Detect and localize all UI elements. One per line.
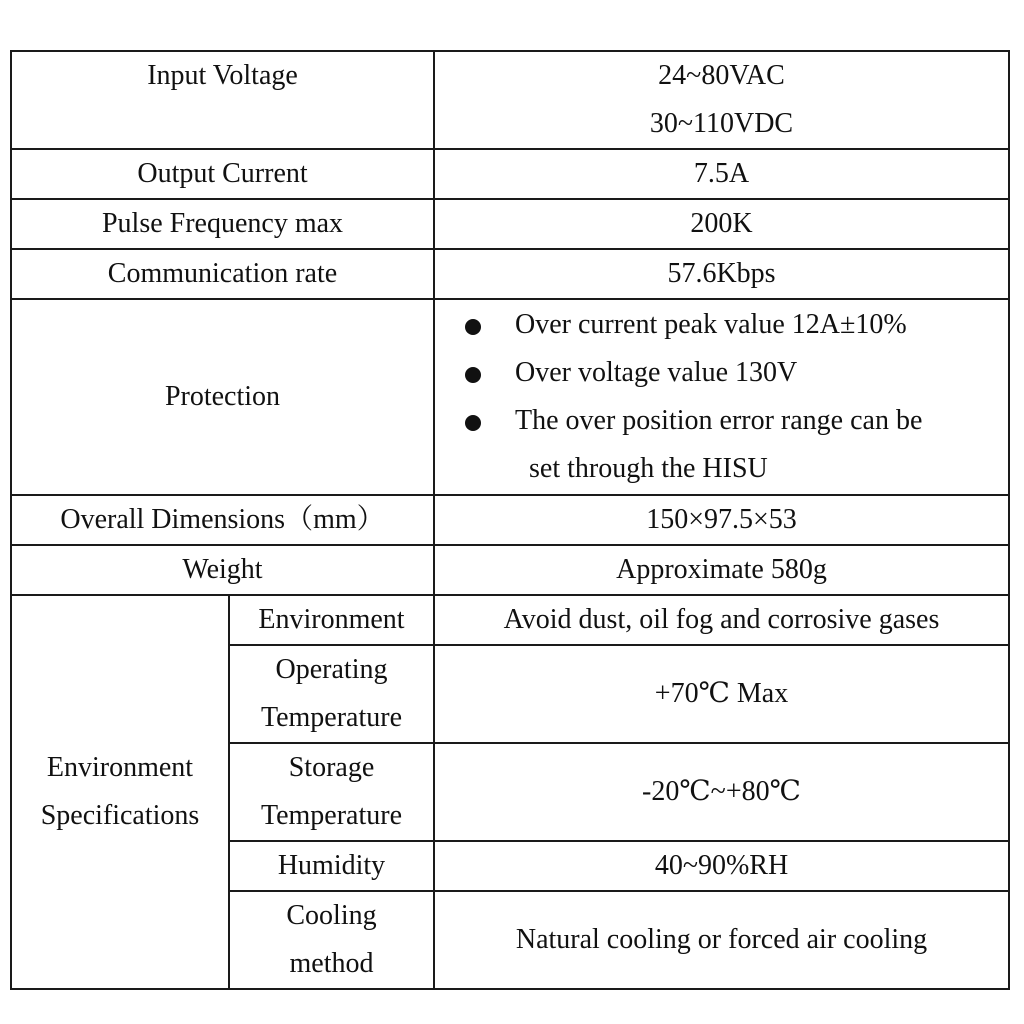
row-protection: [11, 299, 1009, 495]
protection-item: [465, 301, 1008, 349]
protection-item-text: Over voltage value 130V: [515, 357, 798, 388]
input-voltage-label-text: Input Voltage: [147, 60, 298, 91]
cooling-method-label: [229, 891, 434, 989]
protection-label: Protection: [11, 299, 434, 495]
protection-list: [435, 301, 1008, 493]
environment-specifications-label: [11, 595, 229, 989]
operating-temperature-line-2: Temperature: [260, 702, 403, 733]
pulse-frequency-value: 200K: [434, 199, 1009, 249]
row-input-voltage: [11, 51, 1009, 149]
environment-specifications-line-2: Specifications: [40, 800, 200, 831]
row-overall-dimensions: [11, 495, 1009, 545]
overall-dimensions-value: 150×97.5×53: [434, 495, 1009, 545]
protection-item: [465, 349, 1008, 397]
protection-value: [434, 299, 1009, 495]
operating-temperature-label: [229, 645, 434, 743]
pulse-frequency-label: Pulse Frequency max: [11, 199, 434, 249]
storage-temperature-line-1: Storage: [288, 752, 375, 783]
weight-value: Approximate 580g: [434, 545, 1009, 595]
communication-rate-value: 57.6Kbps: [434, 249, 1009, 299]
protection-item-text: The over position error range can be: [515, 405, 923, 436]
bullet-icon: [465, 319, 481, 335]
input-voltage-ac: 24~80VAC: [658, 60, 785, 91]
environment-value: Avoid dust, oil fog and corrosive gases: [434, 595, 1009, 645]
row-communication-rate: [11, 249, 1009, 299]
cooling-method-line-1: Cooling: [286, 900, 377, 931]
bullet-icon: [465, 367, 481, 383]
bullet-icon: [465, 415, 481, 431]
environment-label: Environment: [229, 595, 434, 645]
storage-temperature-line-2: Temperature: [260, 800, 403, 831]
input-voltage-dc: 30~110VDC: [649, 108, 794, 139]
storage-temperature-label: [229, 743, 434, 841]
row-output-current: [11, 149, 1009, 199]
overall-dimensions-label: Overall Dimensions（mm）: [11, 495, 434, 545]
operating-temperature-line-1: Operating: [275, 654, 388, 685]
output-current-label: Output Current: [11, 149, 434, 199]
output-current-value: 7.5A: [434, 149, 1009, 199]
environment-specifications-line-1: Environment: [46, 752, 194, 783]
operating-temperature-value: +70℃ Max: [434, 645, 1009, 743]
humidity-label: Humidity: [229, 841, 434, 891]
cooling-method-line-2: method: [289, 948, 374, 979]
specification-table: [10, 50, 1010, 990]
communication-rate-label: Communication rate: [11, 249, 434, 299]
input-voltage-label: [11, 51, 434, 149]
input-voltage-value: [434, 51, 1009, 149]
protection-item-text: Over current peak value 12A±10%: [515, 309, 907, 340]
protection-item: [465, 397, 1008, 493]
humidity-value: 40~90%RH: [434, 841, 1009, 891]
weight-label: Weight: [11, 545, 434, 595]
storage-temperature-value: -20℃~+80℃: [434, 743, 1009, 841]
row-pulse-frequency: [11, 199, 1009, 249]
row-environment: [11, 595, 1009, 645]
cooling-method-value: Natural cooling or forced air cooling: [434, 891, 1009, 989]
row-weight: [11, 545, 1009, 595]
protection-item-continuation: set through the HISU: [529, 453, 768, 484]
